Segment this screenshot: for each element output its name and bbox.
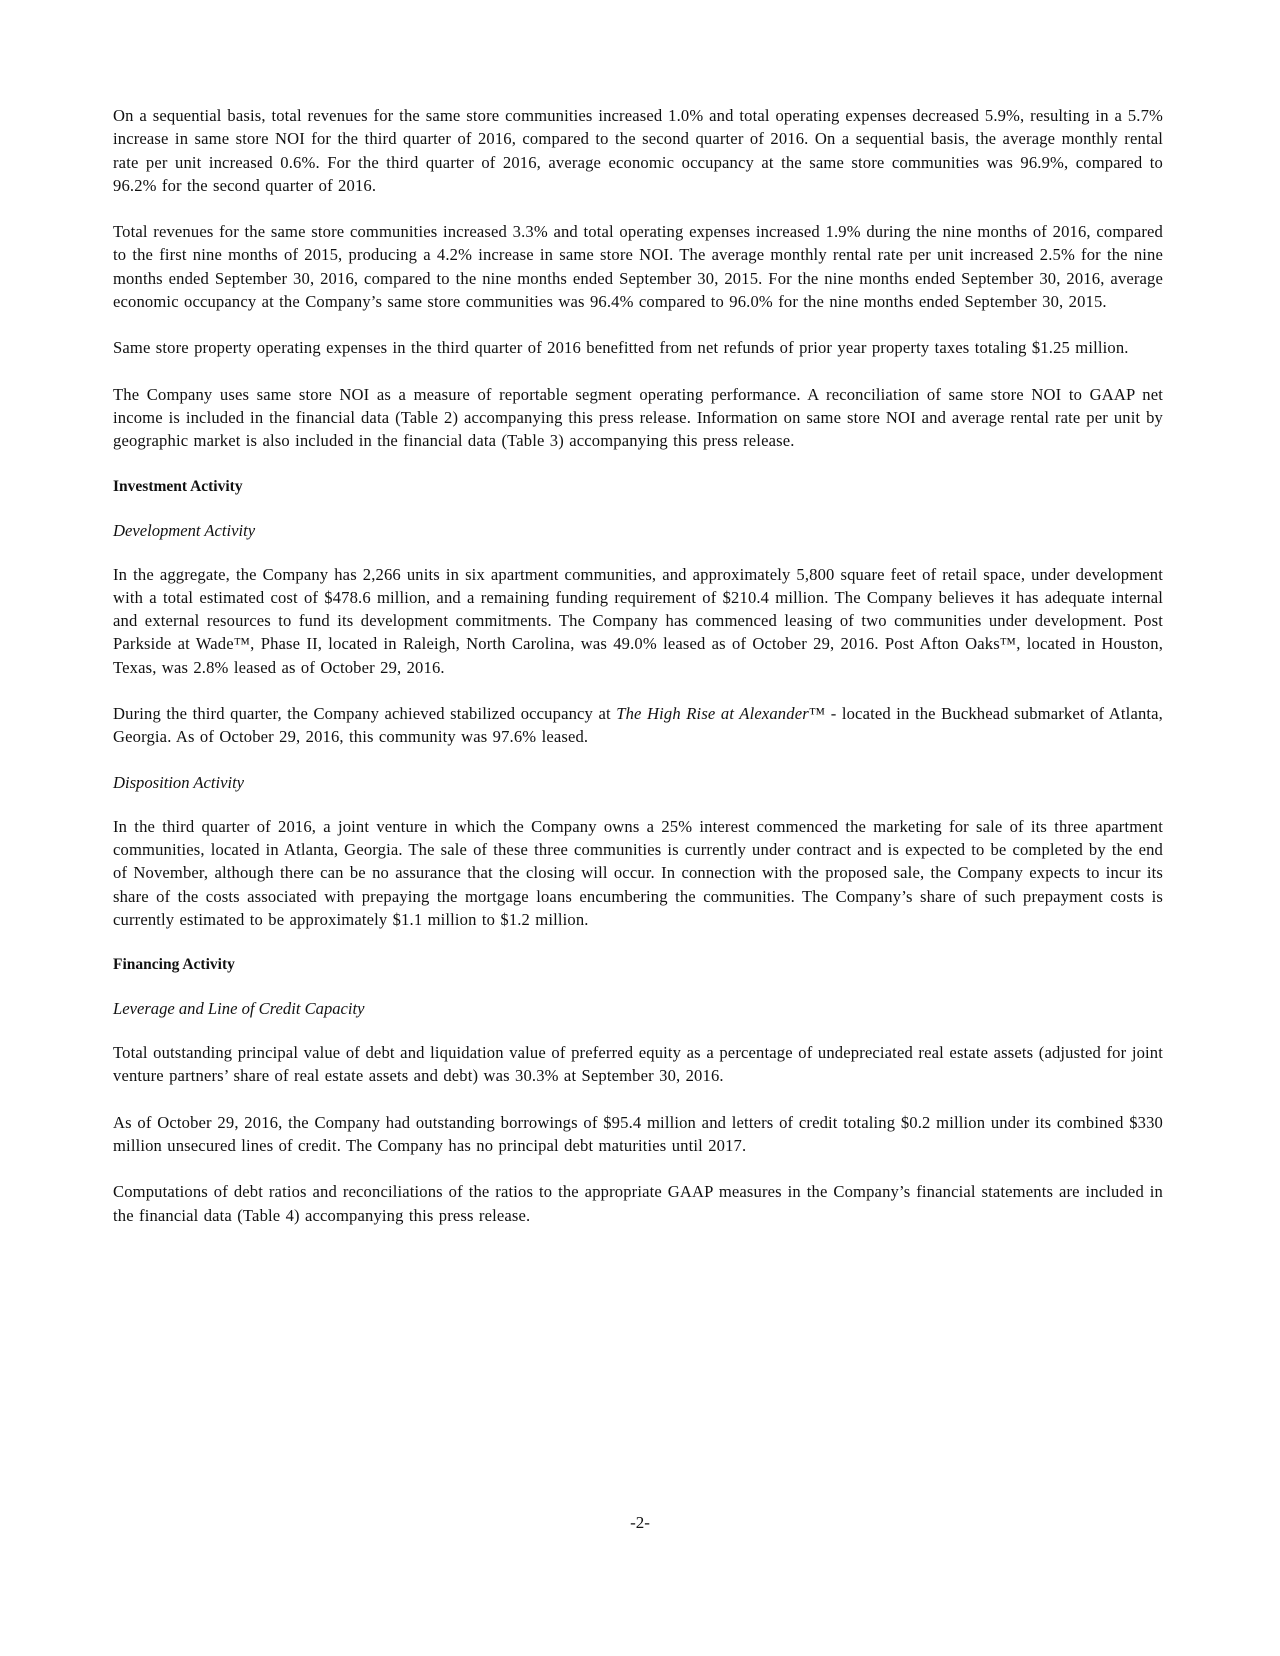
subheading-development-activity: Development Activity xyxy=(113,520,256,540)
paragraph-noi-reconciliation: The Company uses same store NOI as a measure of reportable segment operating performance. A reconciliation of same store NOI to GAAP net income is included in the financial data (Table 2) accompanying this press release. Information on same store NOI and average rental rate per unit by geographic market is also included in the financial data (Table 3) accompanying this press release. xyxy=(113,384,1163,451)
page-number: -2- xyxy=(630,1513,650,1532)
paragraph-stabilized-occupancy xyxy=(113,702,1163,749)
subheading-leverage-credit: Leverage and Line of Credit Capacity xyxy=(113,999,365,1019)
heading-financing-activity: Financing Activity xyxy=(113,956,235,974)
paragraph-property-tax-refunds: Same store property operating expenses in the third quarter of 2016 benefitted from net refunds of prior year property taxes totaling $1.25 million. xyxy=(113,338,1129,358)
paragraph-leverage-ratio: Total outstanding principal value of debt and liquidation value of preferred equity as a percentage of undepreciated real estate assets (adjusted for joint venture partners’ share of real estate assets and debt) was 30.3% at September 30, 2016. xyxy=(113,1043,1163,1086)
paragraph-disposition: In the third quarter of 2016, a joint venture in which the Company owns a 25% interest commenced the marketing for sale of its three apartment communities, located in Atlanta, Georgia. The sale of these three communities is currently under contract and is expected to be completed by the end of November, although there can be no assurance that the closing will occur. In connection with the proposed sale, the Company expects to incur its share of the costs associated with prepaying the mortgage loans encumbering the communities. The Company’s share of such prepayment costs is currently estimated to be approximately $1.1 million to $1.2 million. xyxy=(113,816,1163,929)
stabilized-text-after: ™ - located in the Buckhead submarket of Atlanta, Georgia. As of October 29, 2016, this community was 97.6% leased. xyxy=(113,704,1163,747)
paragraph-credit-lines: As of October 29, 2016, the Company had outstanding borrowings of $95.4 million and letters of credit totaling $0.2 million under its combined $330 million unsecured lines of credit. The Company has no principal debt maturities until 2017. xyxy=(113,1112,1163,1156)
paragraph-nine-month-results: Total revenues for the same store communities increased 3.3% and total operating expenses increased 1.9% during the nine months of 2016, compared to the first nine months of 2015, producing a 4.2% increase in same store NOI. The average monthly rental rate per unit increased 2.5% for the nine months ended September 30, 2016, compared to the nine months ended September 30, 2015. For the nine months ended September 30, 2016, average economic occupancy at the Company’s same store communities was 96.4% compared to 96.0% for the nine months ended September 30, 2015. xyxy=(113,222,1163,312)
paragraph-debt-ratio-computations: Computations of debt ratios and reconciliations of the ratios to the appropriate GAAP measures in the Company’s financial statements are included in the financial data (Table 4) accompanying this press release. xyxy=(113,1182,1163,1225)
stabilized-text-before: During the third quarter, the Company achieved stabilized occupancy at xyxy=(113,704,617,724)
community-name-italic: The High Rise at Alexander xyxy=(616,704,809,724)
paragraph-development-pipeline: In the aggregate, the Company has 2,266 units in six apartment communities, and approximately 5,800 square feet of retail space, under development with a total estimated cost of $478.6 million, and a remaining funding requirement of $210.4 million. The Company believes it has adequate internal and external resources to fund its development commitments. The Company has commenced leasing of two communities under development. Post Parkside at Wade™, Phase II, located in Raleigh, North Carolina, was 49.0% leased as of October 29, 2016. Post Afton Oaks™, located in Houston, Texas, was 2.8% leased as of October 29, 2016. xyxy=(113,564,1163,677)
paragraph-sequential-results: On a sequential basis, total revenues for the same store communities increased 1.0% and total operating expenses decreased 5.9%, resulting in a 5.7% increase in same store NOI for the third quarter of 2016, compared to the second quarter of 2016. On a sequential basis, the average monthly rental rate per unit increased 0.6%. For the third quarter of 2016, average economic occupancy at the same store communities was 96.9%, compared to 96.2% for the second quarter of 2016. xyxy=(113,106,1163,195)
document-page xyxy=(113,104,1163,1250)
subheading-disposition-activity: Disposition Activity xyxy=(113,772,245,792)
heading-investment-activity: Investment Activity xyxy=(113,477,243,495)
